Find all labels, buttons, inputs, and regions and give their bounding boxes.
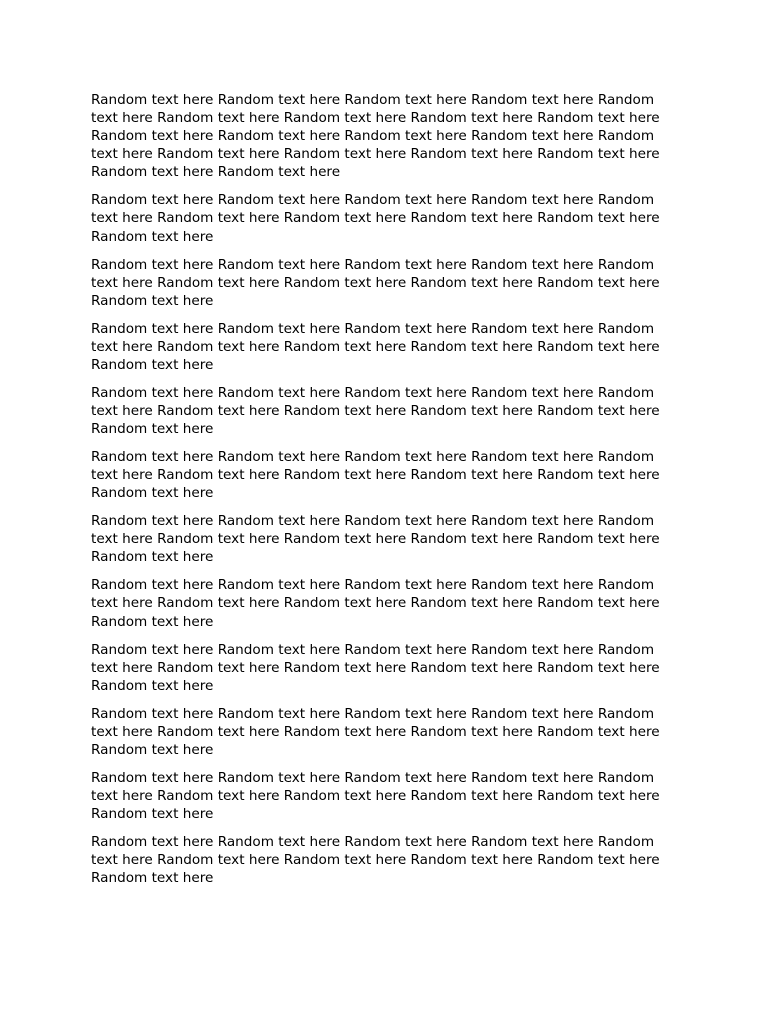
document-page [91,91,677,897]
paragraph-2: Random text here Random text here Random text here Random text here Random text here Random text here Random text here Random text here Random text here Random text here [91,192,660,245]
paragraph-11: Random text here Random text here Random text here Random text here Random text here Random text here Random text here Random text here Random text here Random text here [91,769,660,823]
paragraph-8: Random text here Random text here Random text here Random text here Random text here Random text here Random text here Random text here Random text here Random text here [91,577,660,630]
paragraph-3: Random text here Random text here Random text here Random text here Random text here Random text here Random text here Random text here Random text here Random text here [91,256,660,309]
paragraph-10: Random text here Random text here Random text here Random text here Random text here Random text here Random text here Random text here Random text here Random text here [91,705,660,758]
paragraph-1: Random text here Random text here Random text here Random text here Random text here Random text here Random text here Random text here Random text here Random text here Random text here Random text here Random text here Random text here Random text here Random text here Random text here Random text here Random text here Random text here [91,92,660,181]
paragraph-7: Random text here Random text here Random text here Random text here Random text here Random text here Random text here Random text here Random text here Random text here [91,513,660,566]
paragraph-9: Random text here Random text here Random text here Random text here Random text here Random text here Random text here Random text here Random text here Random text here [91,641,660,694]
paragraph-4: Random text here Random text here Random text here Random text here Random text here Random text here Random text here Random text here Random text here Random text here [91,320,660,373]
paragraph-6: Random text here Random text here Random text here Random text here Random text here Random text here Random text here Random text here Random text here Random text here [91,449,660,502]
paragraph-12: Random text here Random text here Random text here Random text here Random text here Random text here Random text here Random text here Random text here Random text here [91,834,660,887]
paragraph-5: Random text here Random text here Random text here Random text here Random text here Random text here Random text here Random text here Random text here Random text here [91,384,660,438]
